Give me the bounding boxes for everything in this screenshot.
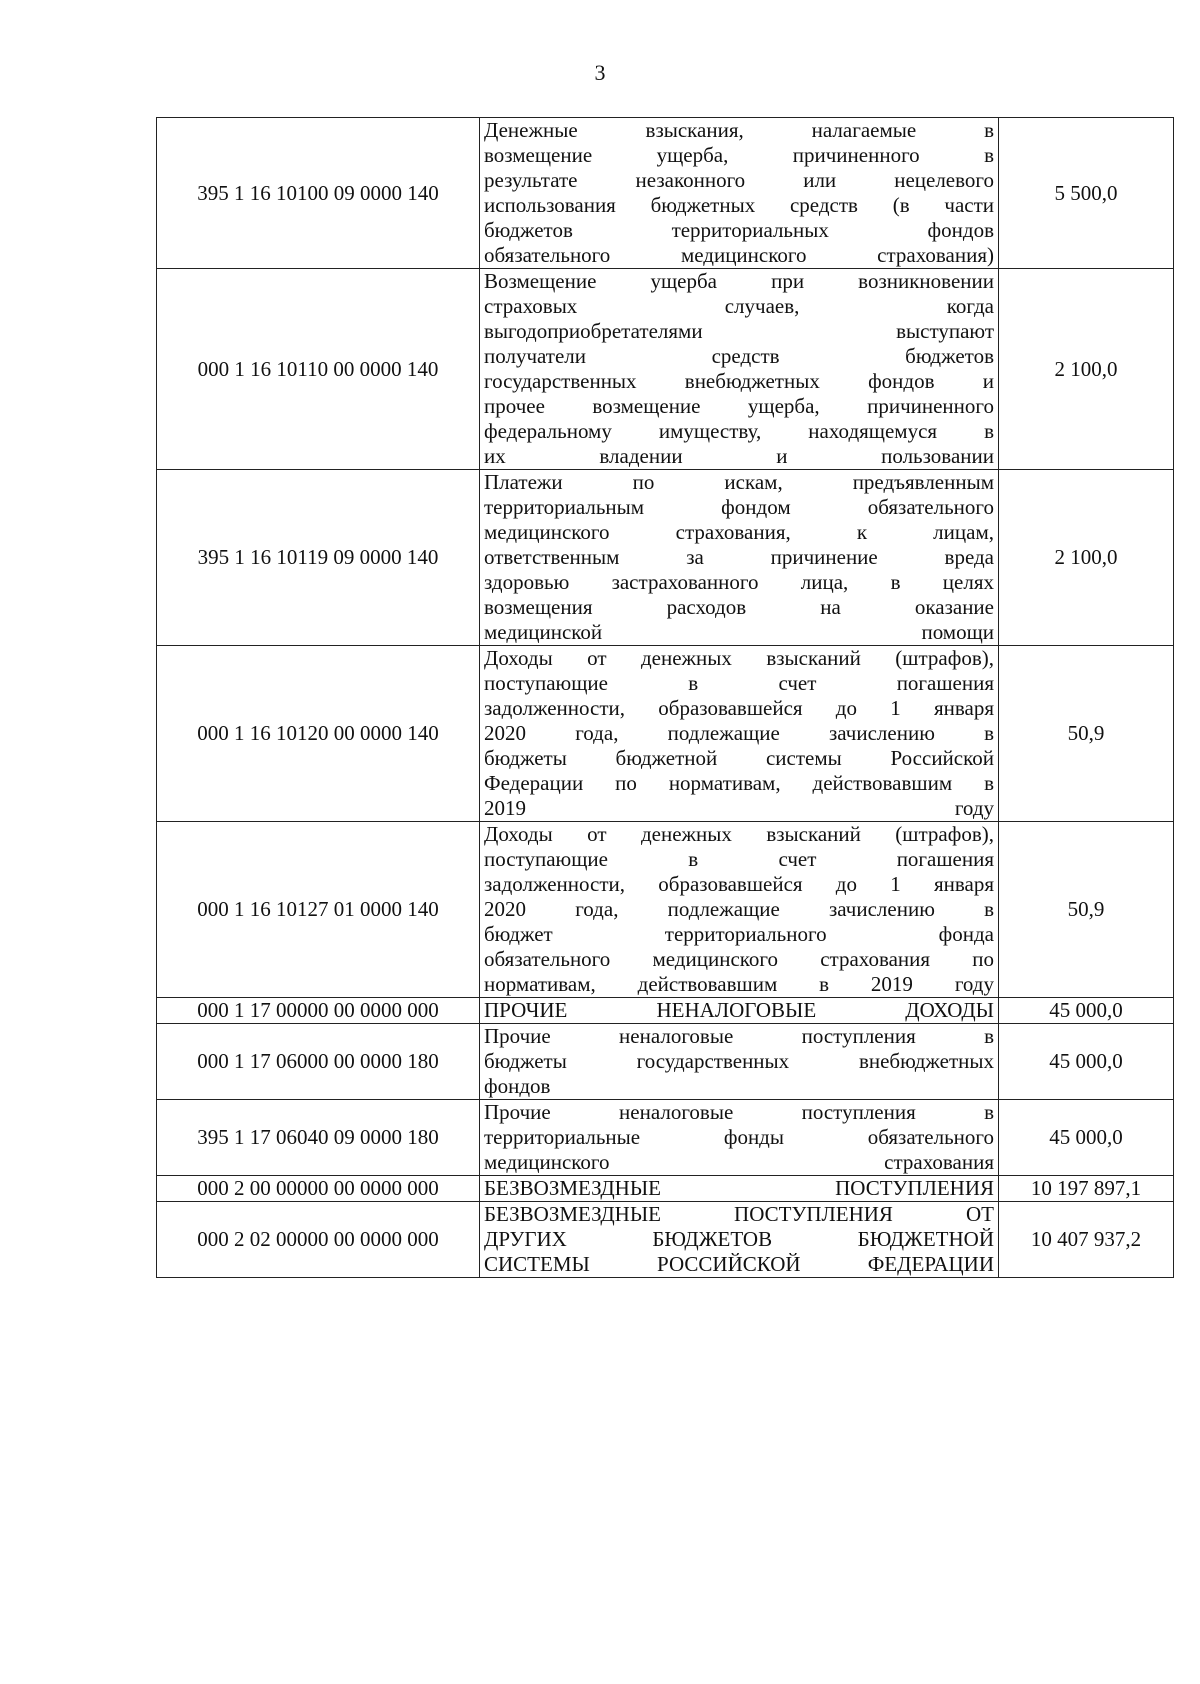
amount-cell: 45 000,0 (999, 1024, 1174, 1100)
budget-code-cell: 395 1 16 10100 09 0000 140 (157, 118, 480, 269)
budget-code-cell: 395 1 17 06040 09 0000 180 (157, 1100, 480, 1176)
revenue-name-line: медицинского страхования (484, 1150, 994, 1174)
revenue-name-line: федеральному имуществу, находящемуся в (484, 419, 994, 443)
revenue-name-line: 2019 году (484, 796, 994, 820)
revenue-name-cell (480, 1202, 999, 1278)
table-row (157, 998, 1174, 1024)
amount-cell: 2 100,0 (999, 470, 1174, 646)
revenue-name-line: ответственным за причинение вреда (484, 545, 994, 569)
budget-code-cell: 000 1 16 10120 00 0000 140 (157, 646, 480, 822)
revenue-name-line: прочее возмещение ущерба, причиненного (484, 394, 994, 418)
revenue-name-line: Доходы от денежных взысканий (штрафов), (484, 646, 994, 670)
budget-code-cell: 000 1 16 10110 00 0000 140 (157, 269, 480, 470)
budget-code-cell: 000 2 00 00000 00 0000 000 (157, 1176, 480, 1202)
revenue-name-line: ПРОЧИЕ НЕНАЛОГОВЫЕ ДОХОДЫ (484, 998, 994, 1022)
revenue-name-cell (480, 118, 999, 269)
revenue-name-line: 2020 года, подлежащие зачислению в (484, 721, 994, 745)
table-row (157, 118, 1174, 269)
budget-code-cell: 000 2 02 00000 00 0000 000 (157, 1202, 480, 1278)
budget-code-cell: 000 1 17 00000 00 0000 000 (157, 998, 480, 1024)
revenue-name-line: Доходы от денежных взысканий (штрафов), (484, 822, 994, 846)
table-row (157, 646, 1174, 822)
amount-cell: 45 000,0 (999, 1100, 1174, 1176)
revenue-name-line: Федерации по нормативам, действовавшим в (484, 771, 994, 795)
revenue-name-line: Платежи по искам, предъявленным (484, 470, 994, 494)
revenue-name-cell (480, 998, 999, 1024)
budget-code-cell: 000 1 16 10127 01 0000 140 (157, 822, 480, 998)
table-row (157, 1024, 1174, 1100)
revenue-name-cell (480, 1100, 999, 1176)
amount-cell: 10 407 937,2 (999, 1202, 1174, 1278)
amount-cell: 5 500,0 (999, 118, 1174, 269)
revenue-name-line: использования бюджетных средств (в части (484, 193, 994, 217)
revenue-name-line: фондов (484, 1074, 551, 1098)
table-row (157, 1202, 1174, 1278)
revenue-name-line: результате незаконного или нецелевого (484, 168, 994, 192)
revenue-name-line: поступающие в счет погашения (484, 847, 994, 871)
revenue-name-line: Прочие неналоговые поступления в (484, 1100, 994, 1124)
amount-cell: 50,9 (999, 646, 1174, 822)
revenue-name-cell (480, 646, 999, 822)
table-row (157, 822, 1174, 998)
revenue-name-line: Прочие неналоговые поступления в (484, 1024, 994, 1048)
revenue-name-line: 2020 года, подлежащие зачислению в (484, 897, 994, 921)
revenue-table-body (157, 118, 1174, 1278)
revenue-name-line: здоровью застрахованного лица, в целях (484, 570, 994, 594)
amount-cell: 50,9 (999, 822, 1174, 998)
revenue-name-line: территориальным фондом обязательного (484, 495, 994, 519)
revenue-name-line: выгодоприобретателями выступают (484, 319, 994, 343)
revenue-name-line: БЕЗВОЗМЕЗДНЫЕ ПОСТУПЛЕНИЯ ОТ (484, 1202, 994, 1226)
amount-cell: 10 197 897,1 (999, 1176, 1174, 1202)
table-row (157, 1176, 1174, 1202)
revenue-name-line: государственных внебюджетных фондов и (484, 369, 994, 393)
revenue-name-line: нормативам, действовавшим в 2019 году (484, 972, 994, 996)
revenue-name-line: задолженности, образовавшейся до 1 января (484, 872, 994, 896)
revenue-name-line: задолженности, образовавшейся до 1 января (484, 696, 994, 720)
revenue-name-line: бюджеты бюджетной системы Российской (484, 746, 994, 770)
amount-cell: 2 100,0 (999, 269, 1174, 470)
revenue-name-line: возмещение ущерба, причиненного в (484, 143, 994, 167)
revenue-name-line: территориальные фонды обязательного (484, 1125, 994, 1149)
amount-cell: 45 000,0 (999, 998, 1174, 1024)
budget-code-cell: 395 1 16 10119 09 0000 140 (157, 470, 480, 646)
revenue-name-cell (480, 822, 999, 998)
revenue-name-line: поступающие в счет погашения (484, 671, 994, 695)
revenue-name-line: возмещения расходов на оказание (484, 595, 994, 619)
revenue-name-line: их владении и пользовании (484, 444, 994, 468)
revenue-name-line: медицинского страхования, к лицам, (484, 520, 994, 544)
revenue-name-line: Денежные взыскания, налагаемые в (484, 118, 994, 142)
table-row (157, 269, 1174, 470)
revenue-name-line: страховых случаев, когда (484, 294, 994, 318)
revenue-name-cell (480, 1024, 999, 1100)
table-row (157, 470, 1174, 646)
revenue-table (156, 117, 1174, 1278)
revenue-name-cell (480, 1176, 999, 1202)
revenue-name-line: обязательного медицинского страхования по (484, 947, 994, 971)
revenue-name-cell (480, 470, 999, 646)
revenue-name-line: ДРУГИХ БЮДЖЕТОВ БЮДЖЕТНОЙ (484, 1227, 994, 1251)
page-number: 3 (594, 60, 606, 85)
revenue-name-line: бюджетов территориальных фондов (484, 218, 994, 242)
table-row (157, 1100, 1174, 1176)
revenue-name-line: получатели средств бюджетов (484, 344, 994, 368)
revenue-name-line: бюджеты государственных внебюджетных (484, 1049, 994, 1073)
revenue-name-line: бюджет территориального фонда (484, 922, 994, 946)
revenue-name-line: Возмещение ущерба при возникновении (484, 269, 994, 293)
revenue-name-line: СИСТЕМЫ РОССИЙСКОЙ ФЕДЕРАЦИИ (484, 1252, 994, 1276)
budget-code-cell: 000 1 17 06000 00 0000 180 (157, 1024, 480, 1100)
revenue-name-cell (480, 269, 999, 470)
revenue-name-line: обязательного медицинского страхования) (484, 243, 994, 267)
revenue-name-line: БЕЗВОЗМЕЗДНЫЕ ПОСТУПЛЕНИЯ (484, 1176, 994, 1200)
revenue-name-line: медицинской помощи (484, 620, 994, 644)
